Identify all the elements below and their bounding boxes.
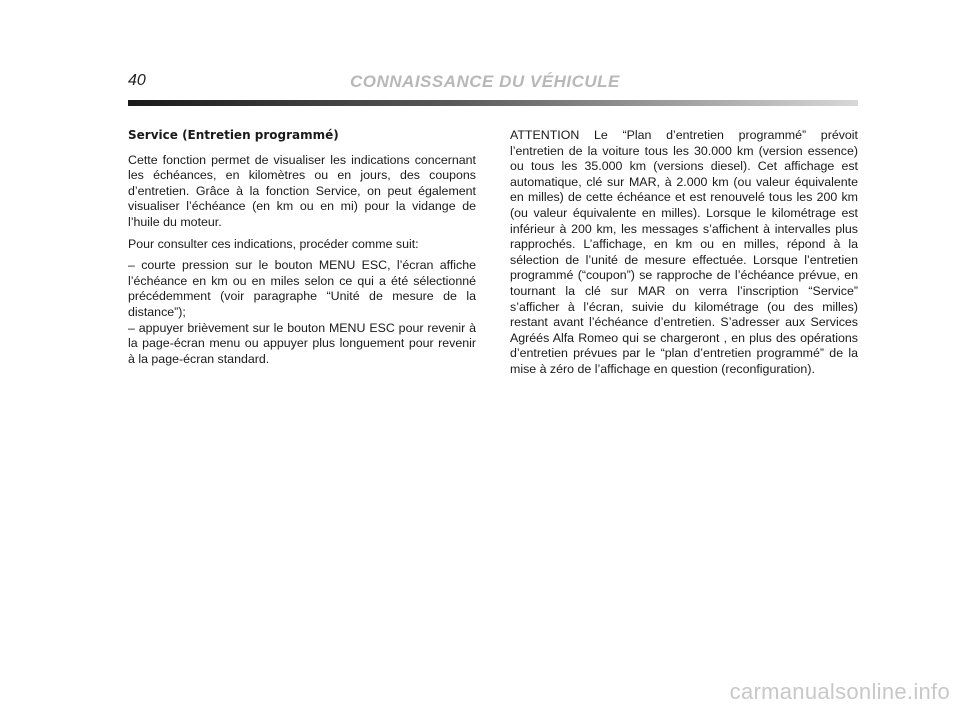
watermark: carmanualsonline.info — [729, 679, 950, 704]
header-rule — [128, 100, 858, 106]
right-column — [510, 128, 858, 384]
paragraph-intro: Cette fonction permet de visualiser les indications concernant les échéances, en kilomètres ou en jours, des coupons d’entretien. Grâce à la fonction Service, on peut également visualiser l’échéance (en km ou en mi) pour la vidange de l’huile du moteur. — [128, 152, 476, 229]
page-number: 40 — [128, 72, 146, 89]
list-item-short-press: – courte pression sur le bouton MENU ESC, l’écran affiche l’échéance en km ou en miles selon ce qui a été sélectionné précédemment (voir paragraphe “Unité de mesure de la distance”); — [128, 258, 476, 319]
section-heading: Service (Entretien programmé) — [128, 128, 339, 142]
list-item-brief-press: – appuyer brièvement sur le bouton MENU ESC pour revenir à la page-écran menu ou appuyer plus longuement pour revenir à la page-écran standard. — [128, 320, 476, 366]
page-header — [128, 70, 858, 110]
left-column — [128, 128, 476, 373]
section-title: CONNAISSANCE DU VÉHICULE — [350, 72, 620, 91]
attention-paragraph: ATTENTION Le “Plan d’entretien programmé” prévoit l’entretien de la voiture tous les 30.000 km (version essence) ou tous les 35.000 km (versions diesel). Cet affichage est automatique, clé sur MAR, à 2.000 km (ou valeur équivalente en milles) de cette échéance et est renouvelé tous les 200 km (ou valeur équivalente en milles). Lorsque le kilométrage est inférieur à 200 km, les messages s’affichent à intervalles plus rapprochés. L’affichage, en km ou en milles, répond à la sélection de l’unité de mesure effectuée. Lorsque l’entretien programmé (“coupon”) se rapproche de l’échéance prévue, en tournant la clé sur MAR on verra l’inscription “Service” s’afficher à l’écran, suivie du kilométrage (ou des milles) restant avant l’échéance d’entretien. S’adresser aux Services Agréés Alfa Romeo qui se chargeront , en plus des opérations d’entretien prévues par le “plan d’entretien programmé” de la mise à zéro de l’affichage en question (reconfiguration). — [510, 128, 858, 376]
paragraph-instructions: Pour consulter ces indications, procéder comme suit: — [128, 236, 419, 251]
